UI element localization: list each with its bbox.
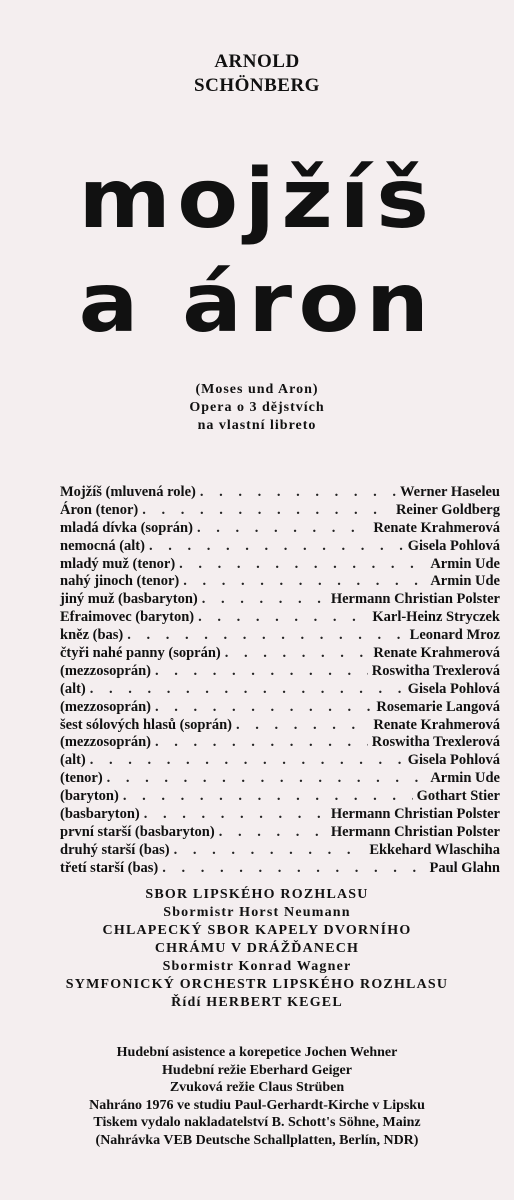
cast-role: Mojžíš (mluvená role) bbox=[60, 484, 196, 500]
cast-singer: Karl-Heinz Stryczek bbox=[372, 609, 500, 626]
cast-row bbox=[60, 842, 500, 860]
subtitle-acts: Opera o 3 dějstvích bbox=[189, 400, 325, 415]
cast-role: (mezzosoprán) bbox=[60, 662, 152, 679]
cast-singer: Renate Krahmerová bbox=[373, 645, 500, 662]
dot-leader bbox=[200, 484, 396, 502]
cast-row bbox=[60, 717, 500, 735]
cast-role: mladá dívka (soprán) bbox=[60, 519, 193, 536]
cast-role: čtyři nahé panny (soprán) bbox=[60, 645, 221, 662]
cast-role: druhý starší (bas) bbox=[60, 841, 170, 858]
cast-row bbox=[60, 663, 500, 681]
opera-subtitle bbox=[0, 381, 514, 435]
cast-row bbox=[60, 681, 500, 699]
cast-singer: Gisela Pohlová bbox=[407, 752, 500, 769]
dot-leader bbox=[123, 788, 413, 806]
composer-first-name: ARNOLD bbox=[214, 51, 300, 72]
ensemble-line: Sbormistr Horst Neumann bbox=[163, 905, 351, 920]
cast-role: Áron (tenor) bbox=[60, 501, 139, 518]
cast-singer: Ekkehard Wlaschiha bbox=[369, 841, 500, 858]
dot-leader bbox=[197, 520, 369, 538]
cast-singer: Armin Ude bbox=[430, 555, 500, 572]
credit-line: Hudební režie Eberhard Geiger bbox=[162, 1062, 352, 1078]
production-credits bbox=[0, 1044, 514, 1150]
cast-role: šest sólových hlasů (soprán) bbox=[60, 716, 233, 733]
ensemble-line: Řídí HERBERT KEGEL bbox=[171, 995, 343, 1010]
dot-leader bbox=[90, 681, 404, 699]
cast-role: (alt) bbox=[60, 680, 86, 697]
dot-leader bbox=[225, 645, 370, 663]
cast-list bbox=[60, 484, 500, 878]
cast-row bbox=[60, 752, 500, 770]
cast-role: mladý muž (tenor) bbox=[60, 555, 176, 572]
ensemble-line: SYMFONICKÝ ORCHESTR LIPSKÉHO ROZHLASU bbox=[65, 977, 449, 992]
dot-leader bbox=[155, 699, 372, 717]
dot-leader bbox=[90, 752, 404, 770]
subtitle-original-title: (Moses und Aron) bbox=[195, 382, 319, 397]
cast-row bbox=[60, 484, 500, 502]
cast-role: (basbaryton) bbox=[60, 806, 140, 823]
ensemble-line: CHLAPECKÝ SBOR KAPELY DVORNÍHO bbox=[102, 923, 412, 938]
cast-role: Efraimovec (baryton) bbox=[60, 609, 195, 626]
dot-leader bbox=[107, 770, 427, 788]
cast-role: třetí starší (bas) bbox=[60, 859, 159, 876]
credit-line: Nahráno 1976 ve studiu Paul-Gerhardt-Kirche v Lipsku bbox=[89, 1097, 425, 1113]
dot-leader bbox=[149, 538, 404, 556]
cast-row bbox=[60, 502, 500, 520]
cast-singer: Gisela Pohlová bbox=[407, 680, 500, 697]
opera-title bbox=[0, 148, 514, 356]
credit-line: Hudební asistence a korepetice Jochen Wehner bbox=[116, 1045, 398, 1060]
dot-leader bbox=[179, 556, 426, 574]
cast-row bbox=[60, 538, 500, 556]
dot-leader bbox=[236, 717, 369, 735]
dot-leader bbox=[155, 663, 368, 681]
cast-row bbox=[60, 556, 500, 574]
cast-row bbox=[60, 824, 500, 842]
cast-row bbox=[60, 627, 500, 645]
dot-leader bbox=[144, 806, 327, 824]
cast-role: jiný muž (basbaryton) bbox=[60, 591, 198, 608]
dot-leader bbox=[162, 860, 425, 878]
cast-singer: Gisela Pohlová bbox=[407, 537, 500, 554]
cast-row bbox=[60, 699, 500, 717]
cast-row bbox=[60, 609, 500, 627]
cast-row bbox=[60, 788, 500, 806]
cast-singer: Roswitha Trexlerová bbox=[371, 734, 500, 751]
cast-role: kněz (bas) bbox=[60, 627, 124, 644]
cast-role: (alt) bbox=[60, 752, 86, 769]
dot-leader bbox=[202, 591, 327, 609]
cast-singer: Renate Krahmerová bbox=[373, 519, 500, 536]
credit-line: Zvuková režie Claus Strüben bbox=[169, 1080, 345, 1096]
ensembles-block bbox=[0, 886, 514, 1012]
cast-singer: Paul Glahn bbox=[429, 859, 500, 876]
cast-row bbox=[60, 591, 500, 609]
cast-row bbox=[60, 573, 500, 591]
cast-singer: Gothart Stier bbox=[416, 788, 500, 805]
cast-role: (mezzosoprán) bbox=[60, 698, 152, 715]
cast-row bbox=[60, 520, 500, 538]
ensemble-line: SBOR LIPSKÉHO ROZHLASU bbox=[145, 887, 369, 902]
cast-singer: Rosemarie Langová bbox=[376, 698, 500, 715]
cast-row bbox=[60, 806, 500, 824]
ensemble-line: Sbormistr Konrad Wagner bbox=[162, 959, 352, 974]
dot-leader bbox=[198, 609, 368, 627]
credit-line: (Nahrávka VEB Deutsche Schallplatten, Berlín, NDR) bbox=[95, 1132, 419, 1148]
cast-singer: Roswitha Trexlerová bbox=[371, 662, 500, 679]
title-line-1: mojžíš bbox=[78, 152, 436, 247]
cast-singer: Hermann Christian Polster bbox=[330, 591, 500, 608]
dot-leader bbox=[219, 824, 327, 842]
subtitle-libretto: na vlastní libreto bbox=[197, 418, 317, 433]
dot-leader bbox=[142, 502, 392, 520]
credit-line: Tiskem vydalo nakladatelství B. Schott's Söhne, Mainz bbox=[93, 1115, 421, 1131]
cast-singer: Armin Ude bbox=[430, 573, 500, 590]
cast-singer: Reiner Goldberg bbox=[395, 501, 500, 518]
cast-role: nahý jinoch (tenor) bbox=[60, 573, 180, 590]
cast-row bbox=[60, 860, 500, 878]
cast-singer: Werner Haseleu bbox=[399, 484, 500, 500]
cast-role: (tenor) bbox=[60, 770, 103, 787]
dot-leader bbox=[183, 573, 426, 591]
cast-singer: Hermann Christian Polster bbox=[330, 823, 500, 840]
cast-role: nemocná (alt) bbox=[60, 537, 145, 554]
cast-singer: Leonard Mroz bbox=[409, 627, 500, 644]
cast-singer: Hermann Christian Polster bbox=[330, 806, 500, 823]
dot-leader bbox=[155, 734, 368, 752]
cast-role: (mezzosoprán) bbox=[60, 734, 152, 751]
composer-name bbox=[0, 50, 514, 98]
ensemble-line: CHRÁMU V DRÁŽĎANECH bbox=[154, 941, 360, 956]
dot-leader bbox=[127, 627, 405, 645]
cast-row bbox=[60, 734, 500, 752]
cast-role: (baryton) bbox=[60, 788, 119, 805]
cast-row bbox=[60, 645, 500, 663]
dot-leader bbox=[174, 842, 366, 860]
cast-role: první starší (basbaryton) bbox=[60, 823, 215, 840]
title-line-2: a áron bbox=[78, 256, 436, 351]
cast-singer: Renate Krahmerová bbox=[373, 716, 500, 733]
cast-singer: Armin Ude bbox=[430, 770, 500, 787]
cast-row bbox=[60, 770, 500, 788]
composer-last-name: SCHÖNBERG bbox=[194, 75, 320, 96]
